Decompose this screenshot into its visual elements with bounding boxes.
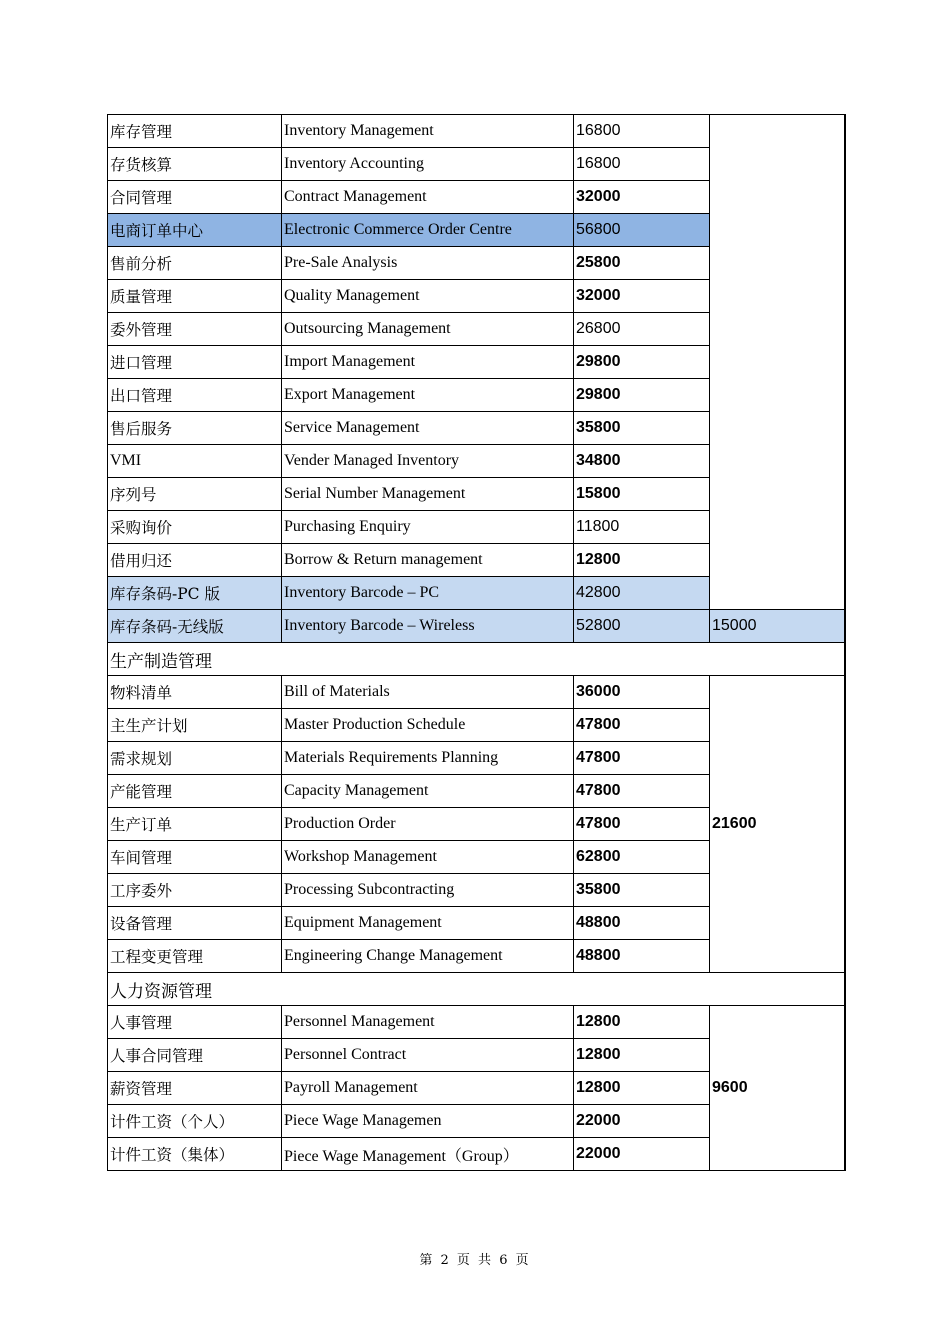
- group-value-empty: [710, 115, 845, 610]
- module-name-en: Capacity Management: [282, 775, 574, 808]
- module-name-cn: 质量管理: [108, 280, 282, 313]
- module-name-cn: 采购询价: [108, 511, 282, 544]
- module-price: 52800: [574, 610, 710, 643]
- module-price: 47800: [574, 742, 710, 775]
- module-name-en: Piece Wage Managemen: [282, 1105, 574, 1138]
- group-value: 15000: [710, 610, 845, 643]
- module-name-cn: 存货核算: [108, 148, 282, 181]
- table-row-highlighted: [108, 610, 845, 643]
- module-price: 32000: [574, 280, 710, 313]
- table-row: [108, 676, 845, 709]
- module-price: 42800: [574, 577, 710, 610]
- module-price: 56800: [574, 214, 710, 247]
- module-price: 29800: [574, 346, 710, 379]
- module-name-en: Bill of Materials: [282, 676, 574, 709]
- module-name-en: Service Management: [282, 412, 574, 445]
- module-name-en: Inventory Barcode – PC: [282, 577, 574, 610]
- section-title: 人力资源管理: [108, 973, 845, 1006]
- module-name-cn: 出口管理: [108, 379, 282, 412]
- module-name-en: Contract Management: [282, 181, 574, 214]
- page-footer: 第 2 页 共 6 页: [419, 1253, 531, 1268]
- module-name-cn: 物料清单: [108, 676, 282, 709]
- module-name-cn: 生产订单: [108, 808, 282, 841]
- module-price: 35800: [574, 874, 710, 907]
- module-price: 15800: [574, 478, 710, 511]
- module-name-en: Export Management: [282, 379, 574, 412]
- module-price: 48800: [574, 940, 710, 973]
- module-name-en: Master Production Schedule: [282, 709, 574, 742]
- module-name-cn: 产能管理: [108, 775, 282, 808]
- module-name-cn: 借用归还: [108, 544, 282, 577]
- module-price: 12800: [574, 1006, 710, 1039]
- module-name-cn: 需求规划: [108, 742, 282, 775]
- module-name-cn: 工程变更管理: [108, 940, 282, 973]
- module-name-en: Workshop Management: [282, 841, 574, 874]
- price-table-body: [108, 115, 845, 1171]
- module-name-cn: 委外管理: [108, 313, 282, 346]
- module-name-cn: 库存管理: [108, 115, 282, 148]
- module-name-en: Processing Subcontracting: [282, 874, 574, 907]
- module-name-en: Personnel Contract: [282, 1039, 574, 1072]
- module-price: 12800: [574, 1039, 710, 1072]
- module-name-cn: 售后服务: [108, 412, 282, 445]
- module-price: 47800: [574, 709, 710, 742]
- module-price: 48800: [574, 907, 710, 940]
- module-price: 36000: [574, 676, 710, 709]
- module-name-en: Pre-Sale Analysis: [282, 247, 574, 280]
- section-header-row: [108, 973, 845, 1006]
- module-price: 16800: [574, 115, 710, 148]
- module-name-en: Engineering Change Management: [282, 940, 574, 973]
- module-name-en: Outsourcing Management: [282, 313, 574, 346]
- module-name-en: Serial Number Management: [282, 478, 574, 511]
- module-price: 26800: [574, 313, 710, 346]
- table-row: [108, 115, 845, 148]
- table-row: [108, 1006, 845, 1039]
- module-price: 35800: [574, 412, 710, 445]
- module-name-cn: VMI: [108, 445, 282, 478]
- module-name-cn: 电商订单中心: [108, 214, 282, 247]
- module-name-en: Materials Requirements Planning: [282, 742, 574, 775]
- module-price: 47800: [574, 808, 710, 841]
- module-name-cn: 库存条码-PC 版: [108, 577, 282, 610]
- module-name-cn: 人事合同管理: [108, 1039, 282, 1072]
- module-name-cn: 工序委外: [108, 874, 282, 907]
- section-header-row: [108, 643, 845, 676]
- module-price: 12800: [574, 544, 710, 577]
- section-title: 生产制造管理: [108, 643, 845, 676]
- module-name-en: Quality Management: [282, 280, 574, 313]
- module-name-en: Piece Wage Management（Group）: [282, 1138, 574, 1171]
- module-name-cn: 设备管理: [108, 907, 282, 940]
- module-price: 11800: [574, 511, 710, 544]
- module-name-cn: 薪资管理: [108, 1072, 282, 1105]
- module-name-cn: 计件工资（集体）: [108, 1138, 282, 1171]
- module-name-en: Personnel Management: [282, 1006, 574, 1039]
- module-name-en: Inventory Barcode – Wireless: [282, 610, 574, 643]
- module-name-cn: 进口管理: [108, 346, 282, 379]
- module-price: 32000: [574, 181, 710, 214]
- module-price: 34800: [574, 445, 710, 478]
- module-name-en: Payroll Management: [282, 1072, 574, 1105]
- module-name-cn: 主生产计划: [108, 709, 282, 742]
- module-name-en: Production Order: [282, 808, 574, 841]
- module-name-en: Purchasing Enquiry: [282, 511, 574, 544]
- module-price: 22000: [574, 1105, 710, 1138]
- module-name-en: Vender Managed Inventory: [282, 445, 574, 478]
- group-value: 21600: [710, 676, 845, 973]
- module-price: 12800: [574, 1072, 710, 1105]
- module-name-en: Inventory Management: [282, 115, 574, 148]
- module-price: 16800: [574, 148, 710, 181]
- module-price: 22000: [574, 1138, 710, 1171]
- price-table: [107, 114, 846, 1171]
- module-name-cn: 售前分析: [108, 247, 282, 280]
- module-price: 25800: [574, 247, 710, 280]
- module-name-en: Borrow & Return management: [282, 544, 574, 577]
- module-price: 29800: [574, 379, 710, 412]
- module-name-cn: 合同管理: [108, 181, 282, 214]
- module-name-en: Inventory Accounting: [282, 148, 574, 181]
- module-name-cn: 车间管理: [108, 841, 282, 874]
- module-name-cn: 库存条码-无线版: [108, 610, 282, 643]
- module-price: 47800: [574, 775, 710, 808]
- module-name-en: Electronic Commerce Order Centre: [282, 214, 574, 247]
- module-name-en: Equipment Management: [282, 907, 574, 940]
- group-value: 9600: [710, 1006, 845, 1171]
- module-name-cn: 人事管理: [108, 1006, 282, 1039]
- module-name-cn: 序列号: [108, 478, 282, 511]
- module-name-en: Import Management: [282, 346, 574, 379]
- module-price: 62800: [574, 841, 710, 874]
- module-name-cn: 计件工资（个人）: [108, 1105, 282, 1138]
